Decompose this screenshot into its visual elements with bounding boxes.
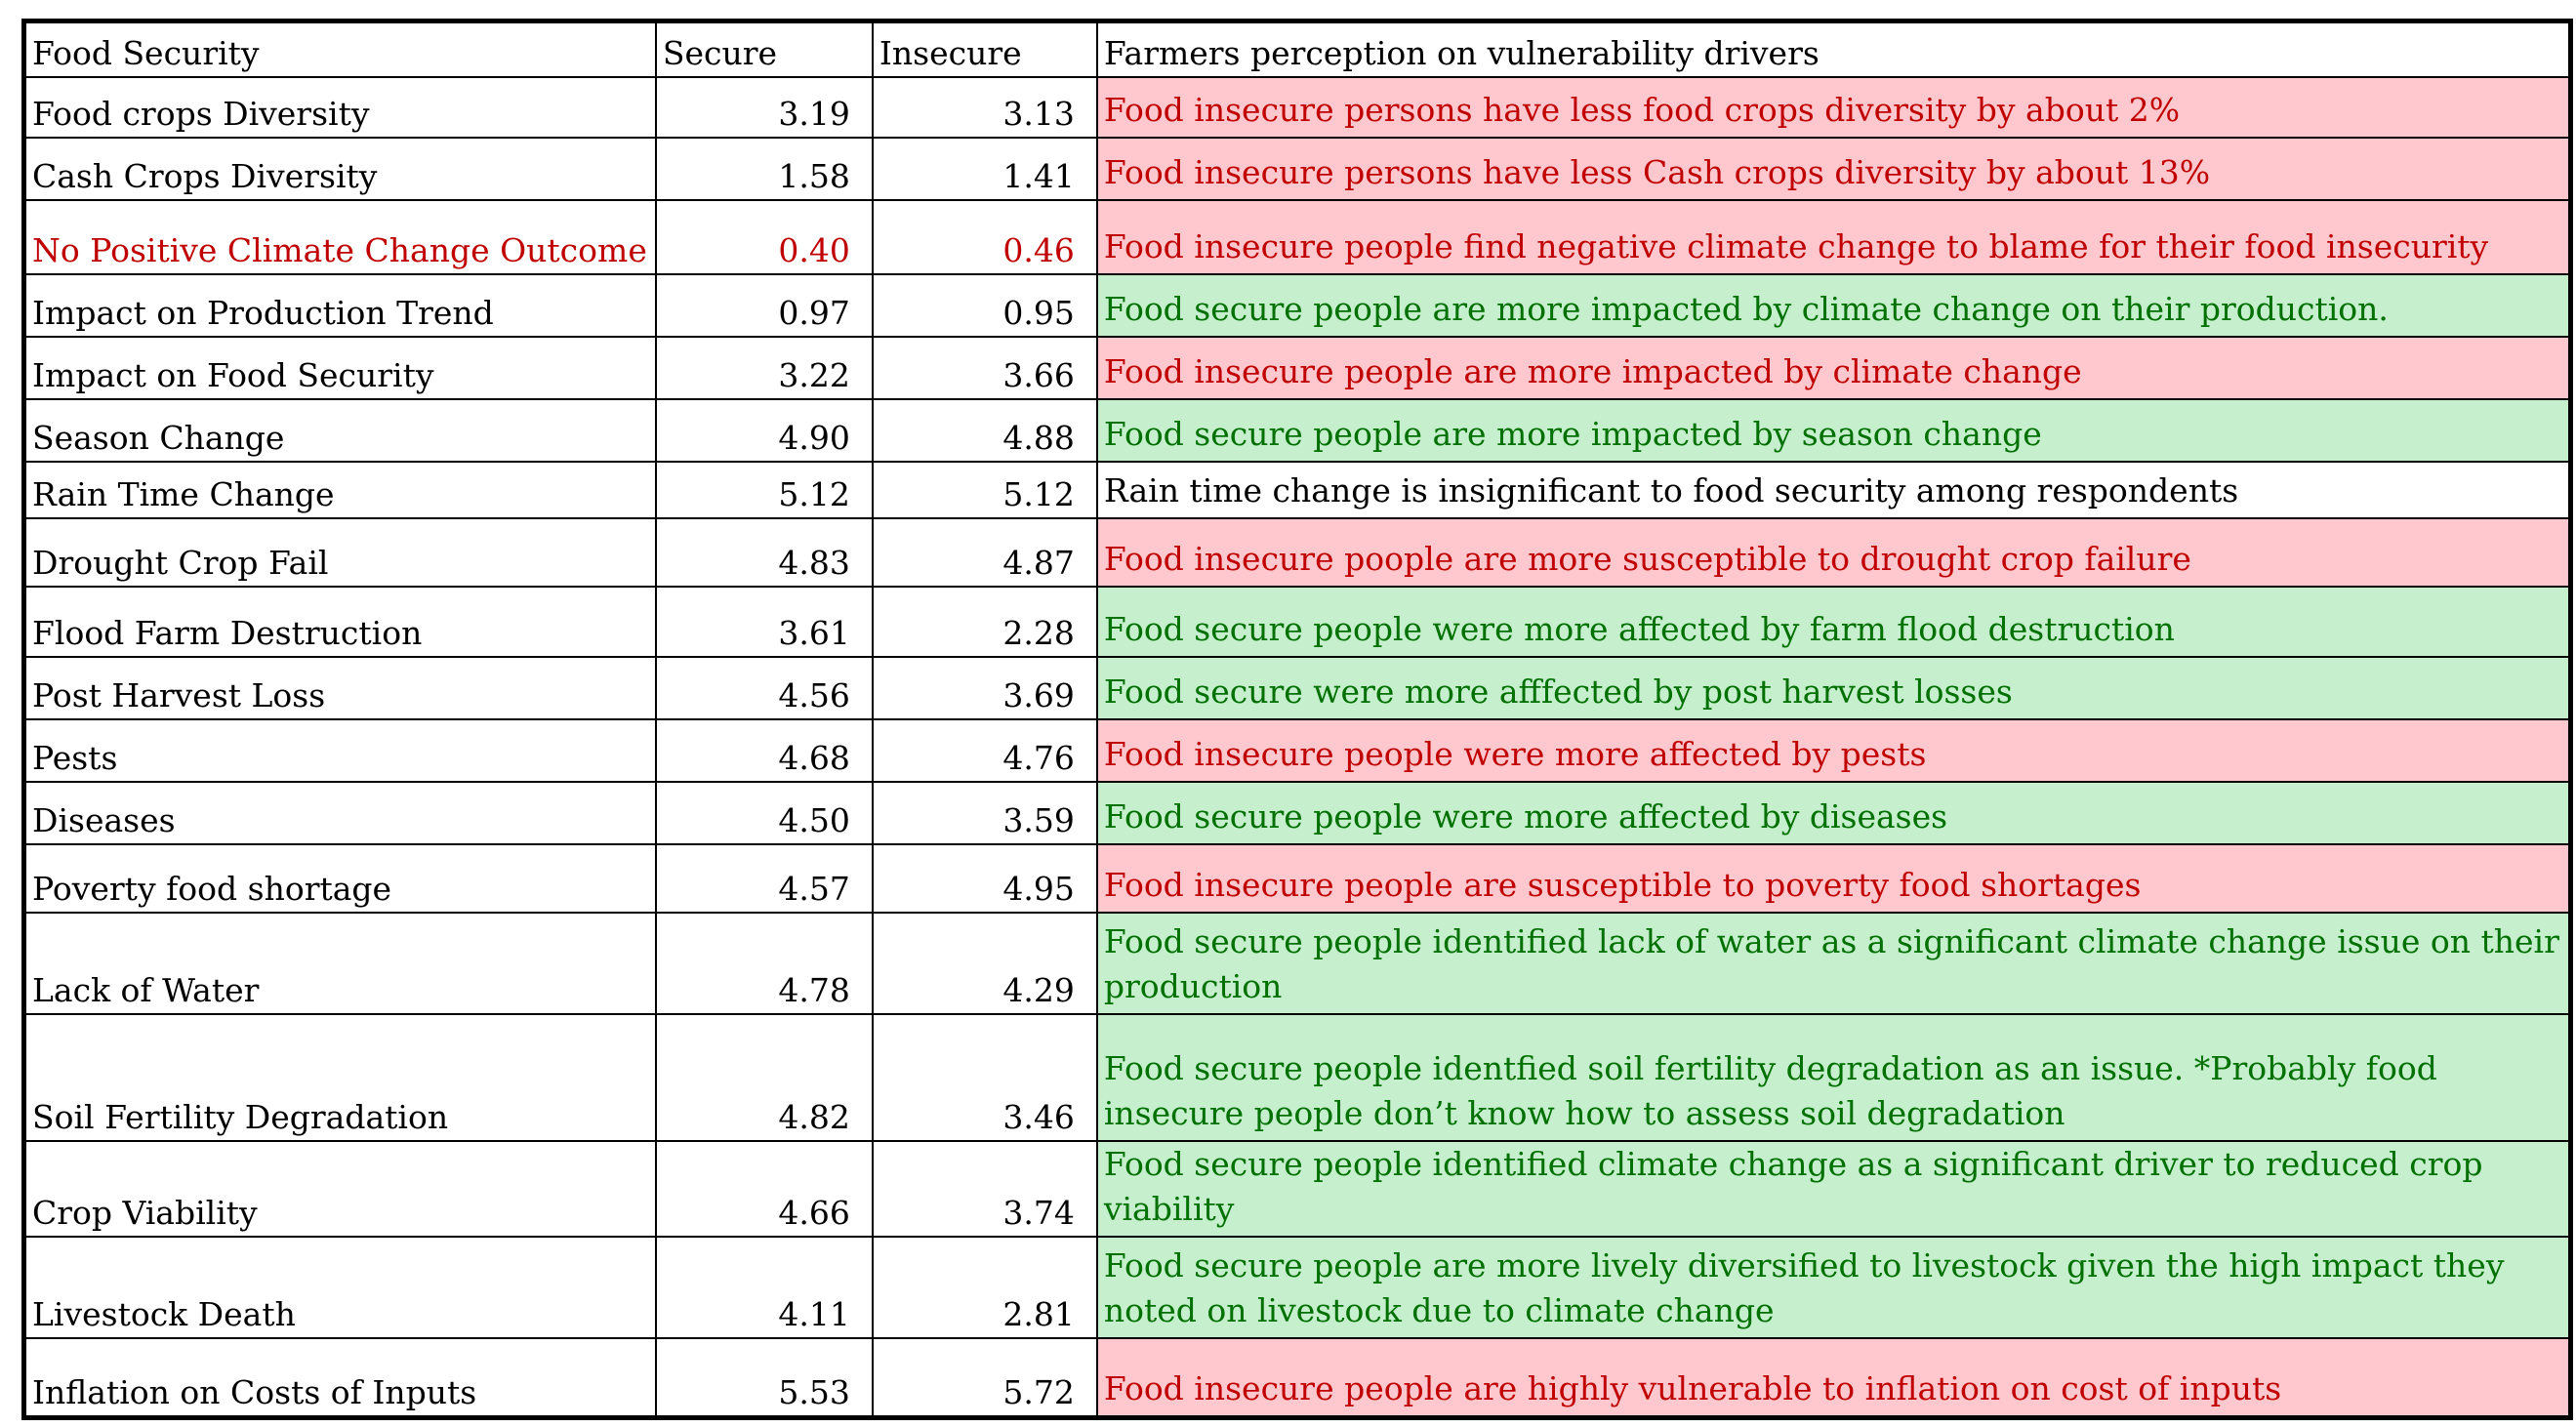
table-row: [24, 1338, 2571, 1418]
insecure-value: 3.46: [873, 1014, 1097, 1141]
row-label: Season Change: [24, 399, 656, 462]
insecure-value: 2.81: [873, 1237, 1097, 1338]
table-row: [24, 913, 2571, 1014]
vulnerability-drivers-table: [21, 19, 2573, 1420]
header-row: [24, 21, 2571, 77]
table-row: [24, 274, 2571, 337]
row-label: Crop Viability: [24, 1141, 656, 1237]
perception-cell: Food secure people identified climate change as a significant driver to reduced crop viability: [1097, 1141, 2571, 1237]
perception-cell: Food secure were more afffected by post harvest losses: [1097, 657, 2571, 719]
secure-value: 5.53: [656, 1338, 873, 1418]
insecure-value: 4.88: [873, 399, 1097, 462]
row-label: Post Harvest Loss: [24, 657, 656, 719]
insecure-value: 0.95: [873, 274, 1097, 337]
perception-cell: Food insecure people find negative climate change to blame for their food insecurity: [1097, 200, 2571, 274]
table-row: [24, 77, 2571, 138]
table-row: [24, 337, 2571, 399]
perception-cell: Food insecure poople are more susceptible to drought crop failure: [1097, 518, 2571, 587]
row-label: Impact on Food Security: [24, 337, 656, 399]
perception-cell: Food secure people are more impacted by season change: [1097, 399, 2571, 462]
perception-cell: Food secure people were more affected by farm flood destruction: [1097, 587, 2571, 657]
perception-cell: Food secure people identfied soil fertility degradation as an issue. *Probably food insecure people don’t know how to assess soil degradation: [1097, 1014, 2571, 1141]
secure-value: 4.66: [656, 1141, 873, 1237]
insecure-value: 3.66: [873, 337, 1097, 399]
row-label: Inflation on Costs of Inputs: [24, 1338, 656, 1418]
insecure-value: 2.28: [873, 587, 1097, 657]
table-row: [24, 399, 2571, 462]
perception-cell: Food insecure people are susceptible to poverty food shortages: [1097, 844, 2571, 913]
secure-value: 4.82: [656, 1014, 873, 1141]
insecure-value: 4.76: [873, 719, 1097, 782]
header-secure: Secure: [656, 21, 873, 77]
table-row: [24, 782, 2571, 844]
perception-cell: Food insecure people are highly vulnerable to inflation on cost of inputs: [1097, 1338, 2571, 1418]
secure-value: 0.40: [656, 200, 873, 274]
row-label: Cash Crops Diversity: [24, 138, 656, 200]
header-perception: Farmers perception on vulnerability drivers: [1097, 21, 2571, 77]
insecure-value: 4.29: [873, 913, 1097, 1014]
perception-cell: Food insecure people were more affected by pests: [1097, 719, 2571, 782]
secure-value: 3.61: [656, 587, 873, 657]
perception-cell: Rain time change is insignificant to food security among respondents: [1097, 462, 2571, 518]
table-row: [24, 518, 2571, 587]
table-row: [24, 657, 2571, 719]
perception-cell: Food insecure people are more impacted by climate change: [1097, 337, 2571, 399]
secure-value: 3.19: [656, 77, 873, 138]
secure-value: 4.68: [656, 719, 873, 782]
row-label: Livestock Death: [24, 1237, 656, 1338]
table-row: [24, 844, 2571, 913]
secure-value: 4.56: [656, 657, 873, 719]
insecure-value: 3.74: [873, 1141, 1097, 1237]
insecure-value: 5.72: [873, 1338, 1097, 1418]
secure-value: 4.83: [656, 518, 873, 587]
perception-cell: Food insecure persons have less food crops diversity by about 2%: [1097, 77, 2571, 138]
header-insecure: Insecure: [873, 21, 1097, 77]
perception-cell: Food secure people are more impacted by climate change on their production.: [1097, 274, 2571, 337]
insecure-value: 3.13: [873, 77, 1097, 138]
row-label: Pests: [24, 719, 656, 782]
table-row: [24, 1014, 2571, 1141]
table-row: [24, 1237, 2571, 1338]
table-body: [24, 77, 2571, 1418]
table-row: [24, 138, 2571, 200]
secure-value: 4.11: [656, 1237, 873, 1338]
perception-cell: Food secure people identified lack of water as a significant climate change issue on their production: [1097, 913, 2571, 1014]
secure-value: 4.50: [656, 782, 873, 844]
row-label: Lack of Water: [24, 913, 656, 1014]
perception-cell: Food secure people are more lively diversified to livestock given the high impact they noted on livestock due to climate change: [1097, 1237, 2571, 1338]
secure-value: 5.12: [656, 462, 873, 518]
insecure-value: 4.95: [873, 844, 1097, 913]
perception-cell: Food insecure persons have less Cash crops diversity by about 13%: [1097, 138, 2571, 200]
insecure-value: 4.87: [873, 518, 1097, 587]
row-label: Drought Crop Fail: [24, 518, 656, 587]
insecure-value: 0.46: [873, 200, 1097, 274]
secure-value: 1.58: [656, 138, 873, 200]
secure-value: 4.90: [656, 399, 873, 462]
row-label: Food crops Diversity: [24, 77, 656, 138]
insecure-value: 5.12: [873, 462, 1097, 518]
insecure-value: 1.41: [873, 138, 1097, 200]
table-row: [24, 462, 2571, 518]
table-row: [24, 587, 2571, 657]
row-label: Poverty food shortage: [24, 844, 656, 913]
header-food-security: Food Security: [24, 21, 656, 77]
table-row: [24, 1141, 2571, 1237]
secure-value: 4.57: [656, 844, 873, 913]
secure-value: 3.22: [656, 337, 873, 399]
table-row: [24, 200, 2571, 274]
row-label: Flood Farm Destruction: [24, 587, 656, 657]
insecure-value: 3.69: [873, 657, 1097, 719]
insecure-value: 3.59: [873, 782, 1097, 844]
row-label: Rain Time Change: [24, 462, 656, 518]
secure-value: 0.97: [656, 274, 873, 337]
row-label: Impact on Production Trend: [24, 274, 656, 337]
table-row: [24, 719, 2571, 782]
row-label: Diseases: [24, 782, 656, 844]
row-label: No Positive Climate Change Outcome: [24, 200, 656, 274]
secure-value: 4.78: [656, 913, 873, 1014]
perception-cell: Food secure people were more affected by diseases: [1097, 782, 2571, 844]
row-label: Soil Fertility Degradation: [24, 1014, 656, 1141]
